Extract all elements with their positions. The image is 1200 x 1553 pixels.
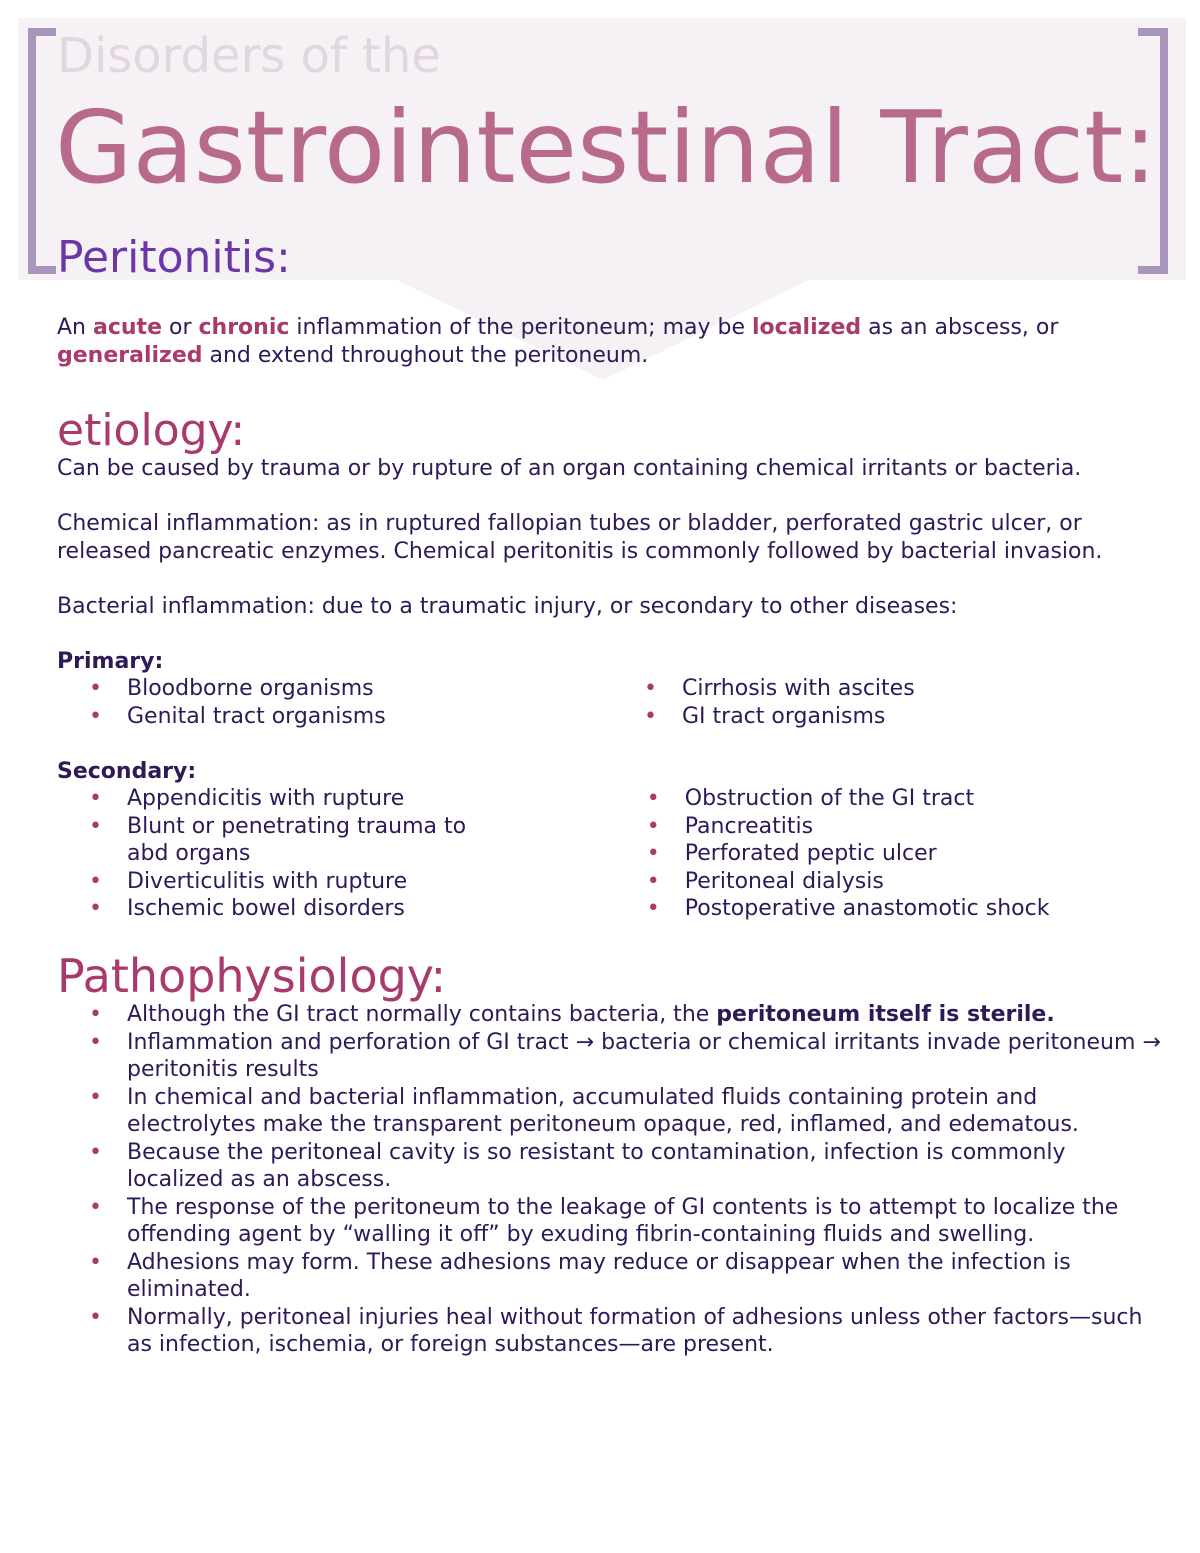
list-item: • Because the peritoneal cavity is so resistant to contamination, infection is commonly localized as an abscess. [57, 1139, 1167, 1194]
super-title: Disorders of the [57, 28, 441, 84]
bacterial-inflammation-paragraph: Bacterial inflammation: due to a traumatic injury, or secondary to other diseases: [57, 593, 958, 619]
emphasis-text: peritoneum itself is sterile. [716, 1002, 1055, 1028]
page-title: Gastrointestinal Tract: [55, 89, 1158, 206]
list-item: • Pancreatitis [615, 813, 1167, 841]
list-item: • Ischemic bowel disorders [57, 895, 495, 923]
primary-label: Primary: [57, 648, 164, 674]
list-item: • Obstruction of the GI tract [615, 785, 1167, 813]
section-title: Peritonitis: [57, 232, 291, 283]
secondary-list-left [57, 785, 615, 923]
etiology-heading: etiology: [57, 405, 246, 456]
list-item: • GI tract organisms [612, 703, 1167, 731]
secondary-causes [57, 785, 1167, 923]
list-item: • In chemical and bacterial inflammation, accumulated fluids containing protein and electrolytes make the transparent peritoneum opaque, red, inflamed, and edematous. [57, 1084, 1167, 1139]
primary-list-right [612, 675, 1167, 730]
intro-text: An [57, 315, 93, 340]
list-item: • Cirrhosis with ascites [612, 675, 1167, 703]
intro-text: as an abscess, or [861, 315, 1059, 340]
list-item: • Bloodborne organisms [57, 675, 612, 703]
list-item: • Blunt or penetrating trauma to abd organs [57, 813, 495, 868]
list-item: • The response of the peritoneum to the leakage of GI contents is to attempt to localize the offending agent by “walling it off” by exuding fibrin-containing fluids and swelling. [57, 1194, 1167, 1249]
chemical-inflammation-paragraph: Chemical inflammation: as in ruptured fallopian tubes or bladder, perforated gastric ulcer, or released pancreatic enzymes. Chemical peritonitis is commonly followed by bacterial invasion. [57, 511, 1103, 564]
list-item: • Adhesions may form. These adhesions may reduce or disappear when the infection is eliminated. [57, 1249, 1167, 1304]
secondary-list-right [615, 785, 1167, 923]
etiology-paragraph: Can be caused by trauma or by rupture of an organ containing chemical irritants or bacteria. [57, 456, 1082, 482]
term-localized: localized [752, 315, 862, 340]
list-item: • Diverticulitis with rupture [57, 868, 495, 896]
intro-text: or [162, 315, 199, 340]
intro-paragraph [57, 314, 1167, 369]
primary-list-left [57, 675, 612, 730]
list-item: • Appendicitis with rupture [57, 785, 495, 813]
list-item: • Genital tract organisms [57, 703, 612, 731]
document-body [57, 314, 1167, 1359]
term-acute: acute [93, 315, 162, 340]
intro-text: and extend throughout the peritoneum. [202, 342, 649, 368]
primary-causes [57, 675, 1167, 730]
list-item [57, 1001, 1167, 1029]
pathophysiology-list [57, 1001, 1167, 1359]
pathophysiology-heading: Pathophysiology: [57, 948, 447, 1003]
list-item: • Peritoneal dialysis [615, 868, 1167, 896]
left-bracket-decoration [28, 28, 56, 274]
term-generalized: generalized [57, 342, 203, 368]
list-item: • Perforated peptic ulcer [615, 840, 1167, 868]
intro-text: inflammation of the peritoneum; may be [289, 315, 753, 340]
term-chronic: chronic [198, 315, 290, 340]
list-item-text: Although the GI tract normally contains bacteria, the [127, 1002, 717, 1028]
list-item: • Inflammation and perforation of GI tract → bacteria or chemical irritants invade peritoneum → peritonitis results [57, 1029, 1167, 1084]
secondary-label: Secondary: [57, 758, 197, 784]
list-item: • Normally, peritoneal injuries heal without formation of adhesions unless other factors—such as infection, ischemia, or foreign substances—are present. [57, 1304, 1167, 1359]
list-item: • Postoperative anastomotic shock [615, 895, 1167, 923]
